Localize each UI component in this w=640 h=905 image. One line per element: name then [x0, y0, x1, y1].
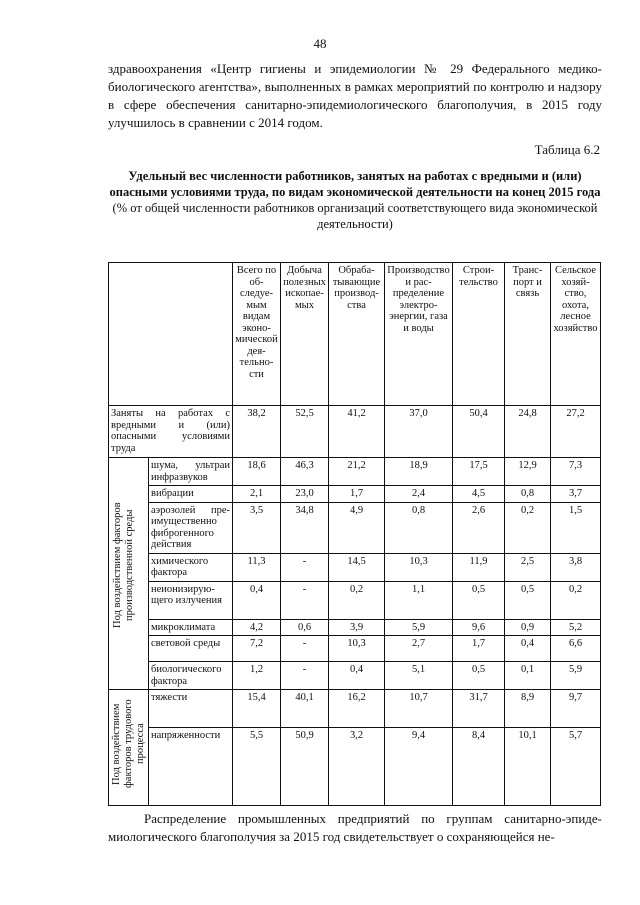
- table-row: [109, 619, 601, 636]
- col-header: Всего по обследуемым видам экономической деятельности: [233, 263, 281, 406]
- table-cell: 5,1: [385, 662, 453, 690]
- table-cell: 0,2: [505, 502, 551, 553]
- table-row: [109, 486, 601, 503]
- table-cell: 5,9: [551, 662, 601, 690]
- table-cell: 10,3: [329, 636, 385, 662]
- table-cell: 2,5: [505, 553, 551, 581]
- table-cell: 37,0: [385, 406, 453, 458]
- col-header: Строительство: [453, 263, 505, 406]
- data-table: [108, 262, 601, 806]
- total-row-label: Заняты на работах с вредными и (или) опасными условиями труда: [109, 406, 233, 458]
- table-cell: 41,2: [329, 406, 385, 458]
- table-cell: 31,7: [453, 690, 505, 728]
- table-cell: 16,2: [329, 690, 385, 728]
- table-cell: -: [281, 636, 329, 662]
- table-cell: 0,6: [281, 619, 329, 636]
- row-label: неионизирующего излучения: [149, 581, 233, 619]
- table-cell: 46,3: [281, 458, 329, 486]
- table-cell: 0,1: [505, 662, 551, 690]
- table-caption: [108, 168, 602, 232]
- outro-text: Распределение промышленных предприятий по группам санитарно-эпидемиологического благополучия за 2015 год свидетельствует о сохраняющейся не-: [108, 811, 602, 844]
- table-cell: 21,2: [329, 458, 385, 486]
- table-row: [109, 581, 601, 619]
- table-cell: 10,1: [505, 728, 551, 806]
- table-cell: 0,5: [453, 581, 505, 619]
- header-row: [109, 263, 601, 406]
- row-label: тяжести: [149, 690, 233, 728]
- table-row: [109, 458, 601, 486]
- table-cell: 0,2: [329, 581, 385, 619]
- table-cell: 38,2: [233, 406, 281, 458]
- table-row: [109, 636, 601, 662]
- row-label: напряженности: [149, 728, 233, 806]
- col-header: Производство и распределение электроэнергии, газа и воды: [385, 263, 453, 406]
- table-cell: 50,9: [281, 728, 329, 806]
- table-cell: 40,1: [281, 690, 329, 728]
- group-label-text: Под воздействием факторов производственной среды: [111, 502, 135, 628]
- page-number: 48: [313, 36, 327, 51]
- table-cell: 1,1: [385, 581, 453, 619]
- table-row: [109, 662, 601, 690]
- table-cell: 8,9: [505, 690, 551, 728]
- group-label-text: Под воздействием факторов трудового процесса: [111, 699, 146, 789]
- table-cell: 1,5: [551, 502, 601, 553]
- table-cell: 8,4: [453, 728, 505, 806]
- table-cell: 3,7: [551, 486, 601, 503]
- table-cell: 4,2: [233, 619, 281, 636]
- row-label: световой среды: [149, 636, 233, 662]
- table-cell: 0,2: [551, 581, 601, 619]
- table-cell: 14,5: [329, 553, 385, 581]
- col-header: Транспорт и связь: [505, 263, 551, 406]
- table-cell: 50,4: [453, 406, 505, 458]
- table-cell: 0,5: [505, 581, 551, 619]
- caption-title: Удельный вес численности работников, занятых на работах с вредными и (или) опасными условиями труда, по видам экономической деятельности на конец 2015 года: [109, 169, 601, 199]
- table-cell: 15,4: [233, 690, 281, 728]
- row-label: шума, ультраи инфразвуков: [149, 458, 233, 486]
- table-row: [109, 553, 601, 581]
- table-cell: 1,7: [453, 636, 505, 662]
- row-label: микроклимата: [149, 619, 233, 636]
- table-cell: 4,5: [453, 486, 505, 503]
- table-cell: 17,5: [453, 458, 505, 486]
- col-header: Добыча полезных ископаемых: [281, 263, 329, 406]
- table-cell: 0,4: [329, 662, 385, 690]
- table-cell: 5,5: [233, 728, 281, 806]
- row-label: аэрозолей преимущественно фиброгенного действия: [149, 502, 233, 553]
- col-header: Обрабатывающие производства: [329, 263, 385, 406]
- table-cell: 3,9: [329, 619, 385, 636]
- table-cell: 3,2: [329, 728, 385, 806]
- table-cell: 9,6: [453, 619, 505, 636]
- table-cell: 2,1: [233, 486, 281, 503]
- table-cell: 0,5: [453, 662, 505, 690]
- table-cell: 4,9: [329, 502, 385, 553]
- outro-paragraph: [108, 810, 602, 846]
- row-label: биологического фактора: [149, 662, 233, 690]
- table-cell: 3,8: [551, 553, 601, 581]
- table-row: [109, 502, 601, 553]
- table-label: Таблица 6.2: [534, 142, 600, 157]
- table-cell: 2,6: [453, 502, 505, 553]
- group-label-production-environment: [109, 458, 149, 690]
- table-cell: 11,9: [453, 553, 505, 581]
- table-cell: 0,4: [233, 581, 281, 619]
- table-cell: 18,6: [233, 458, 281, 486]
- table-cell: 18,9: [385, 458, 453, 486]
- table-cell: -: [281, 553, 329, 581]
- table-cell: -: [281, 581, 329, 619]
- table-cell: 0,8: [505, 486, 551, 503]
- table-cell: 2,7: [385, 636, 453, 662]
- caption-subtitle: (% от общей численности работников организаций соответствующего вида экономической деятельности): [112, 201, 598, 231]
- table-cell: 5,2: [551, 619, 601, 636]
- table-row: [109, 690, 601, 728]
- table-cell: 12,9: [505, 458, 551, 486]
- col-header: Сельское хозяйство, охота, лесное хозяйство: [551, 263, 601, 406]
- table-cell: 3,5: [233, 502, 281, 553]
- group-label-labor-process: [109, 690, 149, 806]
- table-cell: 1,7: [329, 486, 385, 503]
- table-cell: 7,2: [233, 636, 281, 662]
- table-cell: 5,7: [551, 728, 601, 806]
- table-cell: 7,3: [551, 458, 601, 486]
- table-cell: 9,7: [551, 690, 601, 728]
- row-label: вибрации: [149, 486, 233, 503]
- table-cell: 9,4: [385, 728, 453, 806]
- table-cell: 10,3: [385, 553, 453, 581]
- table-cell: 24,8: [505, 406, 551, 458]
- table-cell: 10,7: [385, 690, 453, 728]
- table-cell: 2,4: [385, 486, 453, 503]
- table-cell: 34,8: [281, 502, 329, 553]
- table-cell: 11,3: [233, 553, 281, 581]
- table-cell: 1,2: [233, 662, 281, 690]
- table-cell: 5,9: [385, 619, 453, 636]
- table-cell: 0,8: [385, 502, 453, 553]
- intro-paragraph: здравоохранения «Центр гигиены и эпидемиологии № 29 Федерального медико-биологического агентства», выполненных в рамках мероприятий по контролю и надзору в сфере обеспечения санитарно-эпидемиологического благополучия, в 2015 году улучшилось в сравнении с 2014 годом.: [108, 61, 602, 130]
- table-cell: 6,6: [551, 636, 601, 662]
- table-cell: -: [281, 662, 329, 690]
- header-corner: [109, 263, 233, 406]
- table-cell: 0,9: [505, 619, 551, 636]
- row-label: химического фактора: [149, 553, 233, 581]
- table-cell: 0,4: [505, 636, 551, 662]
- table-row: [109, 728, 601, 806]
- table-row: [109, 406, 601, 458]
- table-cell: 52,5: [281, 406, 329, 458]
- table-cell: 23,0: [281, 486, 329, 503]
- table-cell: 27,2: [551, 406, 601, 458]
